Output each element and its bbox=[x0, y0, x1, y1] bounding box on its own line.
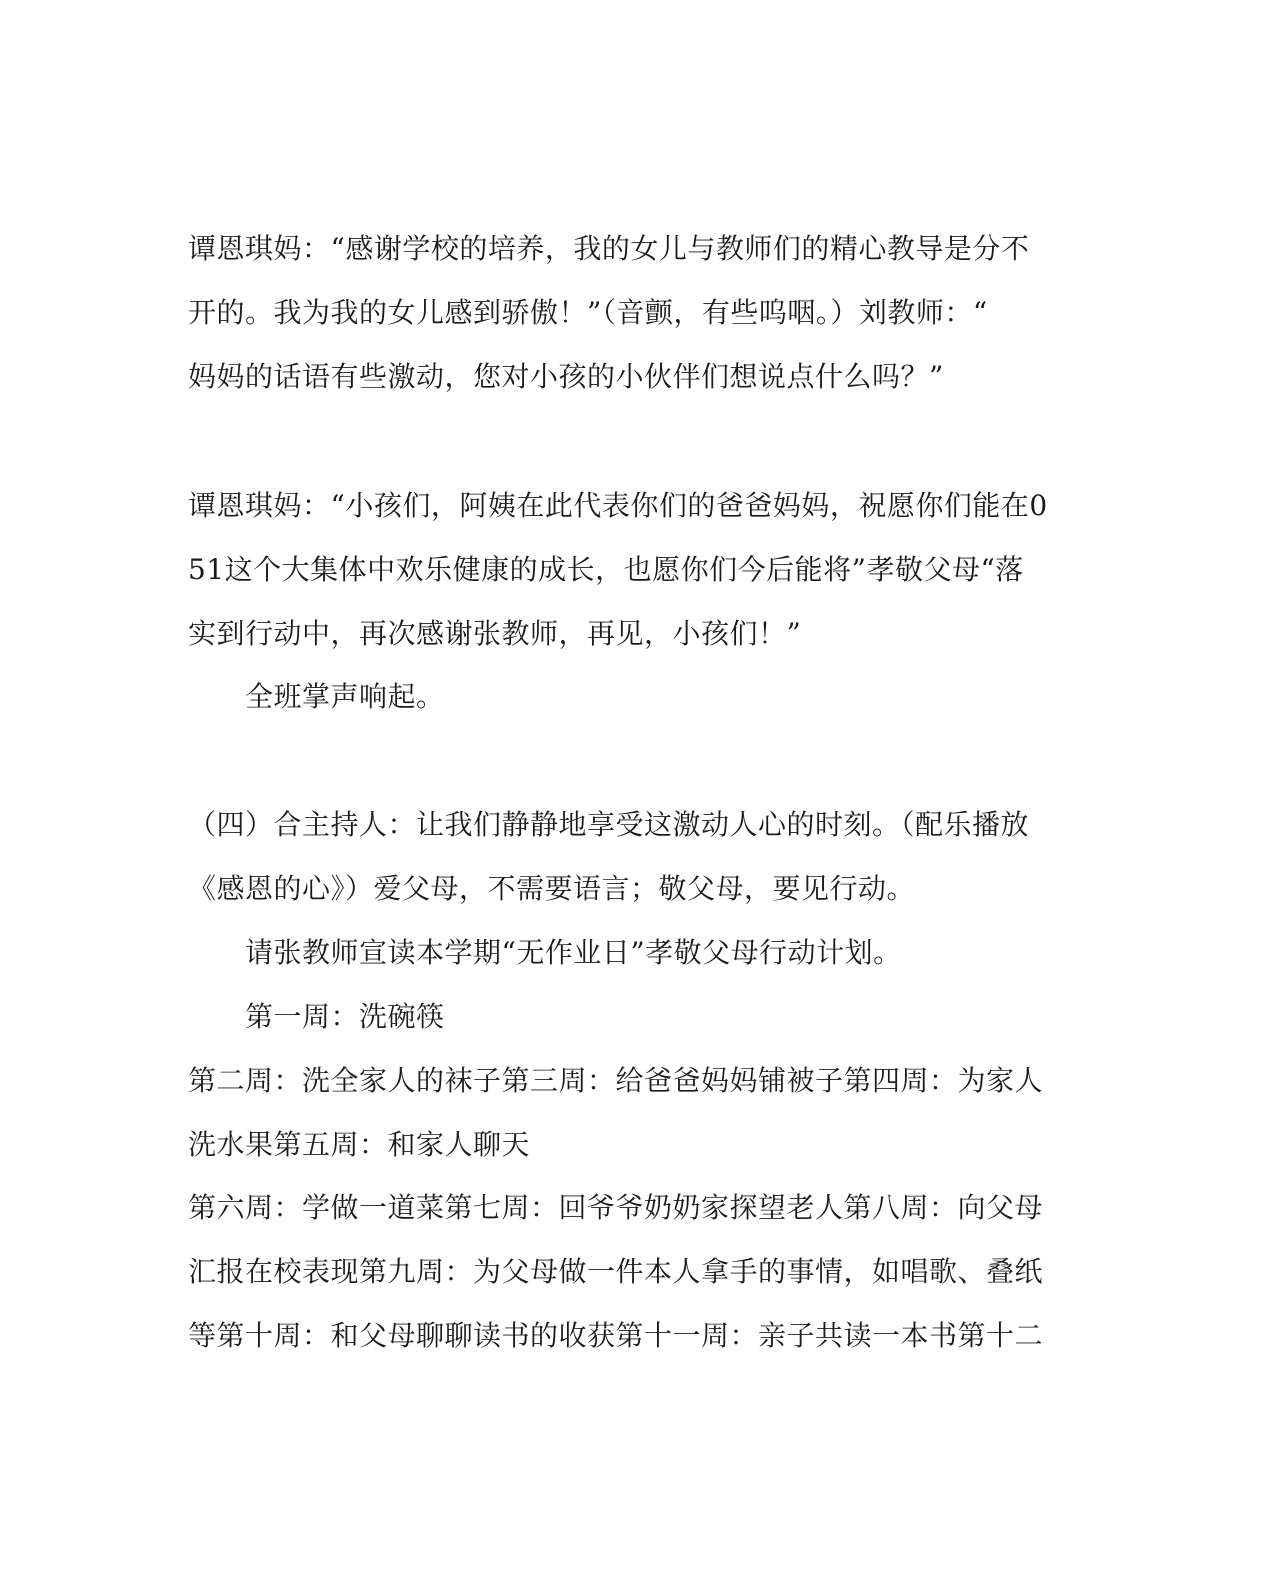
text-line: 谭恩琪妈：“小孩们，阿姨在此代表你们的爸爸妈妈，祝愿你们能在0 bbox=[188, 489, 1048, 522]
text-line: 开的。我为我的女儿感到骄傲！”（音颤，有些呜咽。）刘教师：“ bbox=[188, 296, 988, 329]
text-line: 洗水果第五周：和家人聊天 bbox=[188, 1128, 531, 1161]
text-line: 第一周：洗碗筷 bbox=[245, 1000, 445, 1033]
text-line: 实到行动中，再次感谢张教师，再见，小孩们！” bbox=[188, 617, 802, 650]
text-line: （四）合主持人：让我们静静地享受这激动人心的时刻。（配乐播放 bbox=[188, 808, 1030, 841]
text-line: 谭恩琪妈：“感谢学校的培养，我的女儿与教师们的精心教导是分不 bbox=[188, 232, 1030, 265]
text-line: 《感恩的心》）爱父母，不需要语言；敬父母，要见行动。 bbox=[188, 872, 916, 905]
text-line: 51这个大集体中欢乐健康的成长，也愿你们今后能将”孝敬父母“落 bbox=[188, 553, 1024, 586]
text-line: 妈妈的话语有些激动，您对小孩的小伙伴们想说点什么吗？” bbox=[188, 360, 944, 393]
text-line: 汇报在校表现第九周：为父母做一件本人拿手的事情，如唱歌、叠纸 bbox=[188, 1255, 1044, 1288]
text-line: 等第十周：和父母聊聊读书的收获第十一周：亲子共读一本书第十二 bbox=[188, 1319, 1044, 1352]
text-line: 请张教师宣读本学期“无作业日”孝敬父母行动计划。 bbox=[245, 936, 902, 969]
text-line: 第六周：学做一道菜第七周：回爷爷奶奶家探望老人第八周：向父母 bbox=[188, 1191, 1044, 1224]
text-line: 第二周：洗全家人的袜子第三周：给爸爸妈妈铺被子第四周：为家人 bbox=[188, 1064, 1044, 1097]
text-line: 全班掌声响起。 bbox=[245, 680, 445, 713]
